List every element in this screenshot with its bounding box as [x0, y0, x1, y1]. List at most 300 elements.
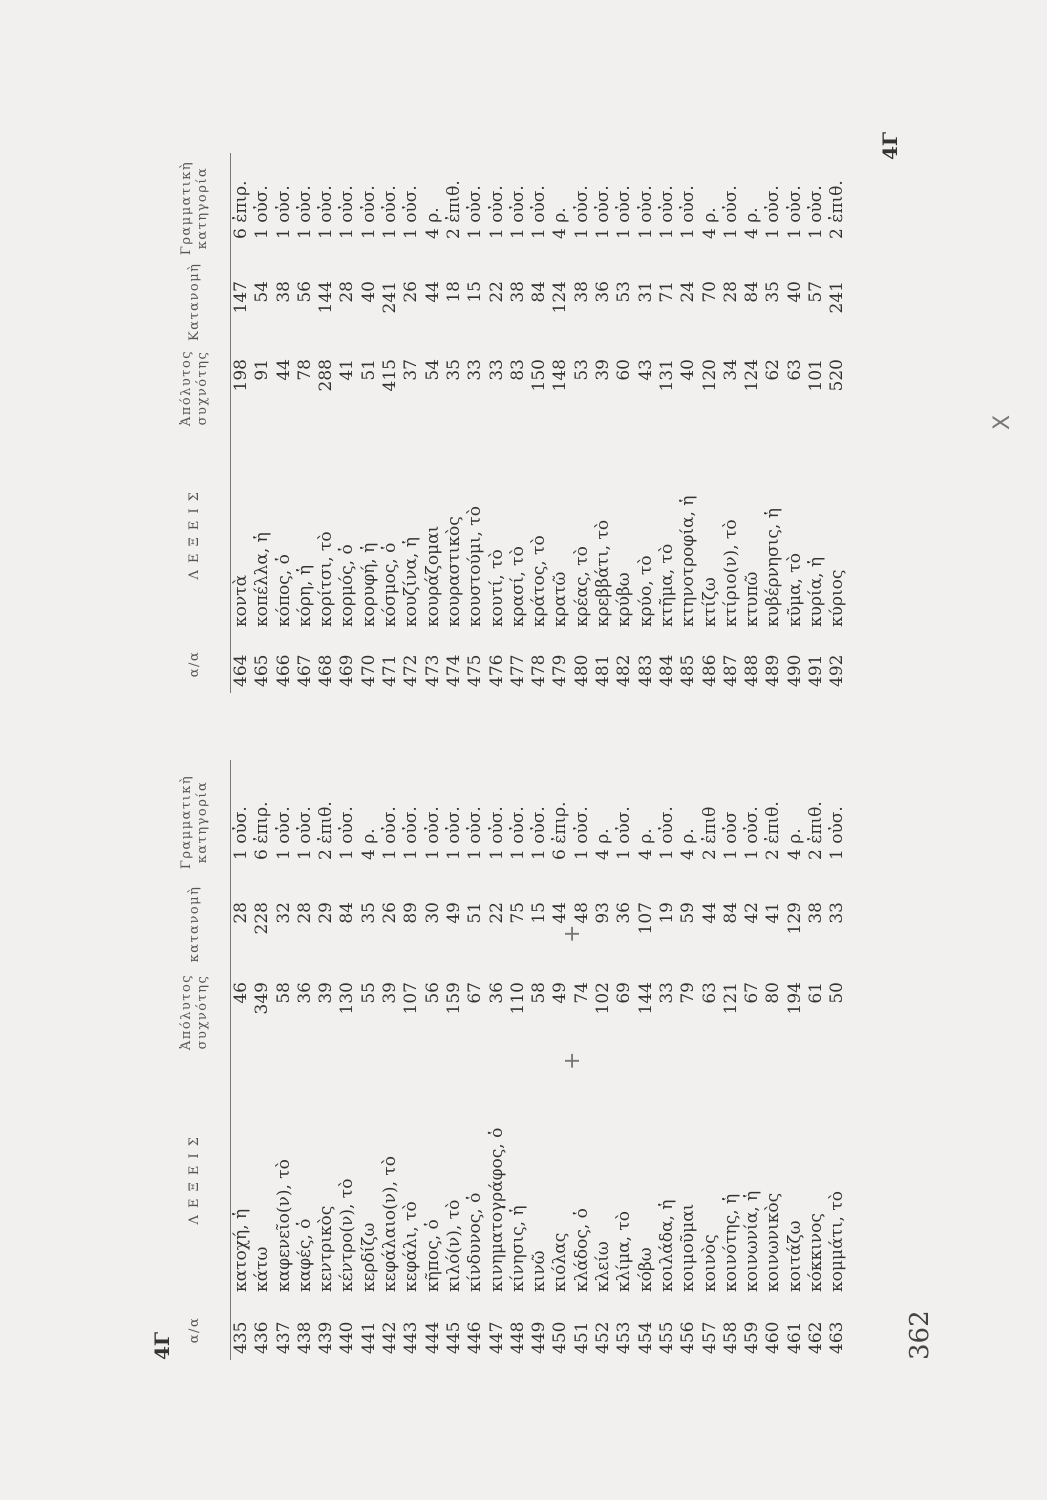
row-category: 1 οὐσ. [529, 806, 550, 860]
row-frequency: 194 [784, 982, 805, 1015]
row-frequency: 40 [678, 359, 699, 381]
row-frequency: 83 [507, 359, 528, 381]
row-index: 469 [337, 654, 358, 687]
table-row [444, 760, 465, 1360]
row-index: 492 [827, 654, 848, 687]
row-category: 4 ρ. [550, 207, 571, 239]
row-distribution: 41 [763, 902, 784, 924]
row-distribution: 129 [784, 902, 805, 935]
row-frequency: 102 [593, 982, 614, 1015]
row-category: 1 οὐσ. [401, 185, 422, 239]
table-row [337, 153, 358, 693]
table-row [721, 153, 742, 693]
row-distribution: 38 [571, 281, 592, 303]
table-row [593, 153, 614, 693]
row-word: κόβω [635, 1247, 656, 1292]
row-distribution: 49 [443, 902, 464, 924]
row-frequency: 62 [763, 359, 784, 381]
row-category: 2 ἐπιθ. [827, 180, 848, 239]
row-frequency: 67 [465, 982, 486, 1004]
table-row [636, 153, 657, 693]
table-row [380, 153, 401, 693]
row-frequency: 159 [443, 982, 464, 1015]
row-word: κρύβω [614, 572, 635, 627]
header-frequency: Ἀπόλυτος συχνότης [160, 341, 231, 435]
row-word: κουστούμι, τὸ [465, 506, 486, 627]
row-distribution: 228 [252, 902, 273, 935]
row-category: 1 οὐσ. [507, 806, 528, 860]
row-distribution: 89 [401, 902, 422, 924]
table-row [742, 153, 763, 693]
row-category: 1 οὐσ. [316, 185, 337, 239]
row-word: κοιλάδα, ἡ [656, 1199, 677, 1292]
row-word: κομμάτι, τὸ [827, 1191, 848, 1292]
row-frequency: 36 [294, 982, 315, 1004]
row-frequency: 33 [486, 359, 507, 381]
row-frequency: 130 [337, 982, 358, 1015]
row-word: κίνησις, ἡ [507, 1205, 528, 1292]
row-category: 1 οὐσ. [720, 185, 741, 239]
row-category: 1 οὐσ. [273, 185, 294, 239]
row-distribution: 71 [656, 281, 677, 303]
table-row [614, 760, 635, 1360]
header-index: α/α [160, 635, 231, 693]
row-index: 459 [742, 1321, 763, 1354]
right-table-block [160, 153, 849, 693]
table-row [295, 760, 316, 1360]
table-row [359, 760, 380, 1360]
row-word: κτίζω [699, 577, 720, 627]
row-distribution: 40 [358, 281, 379, 303]
row-category: 1 οὐσ. [337, 185, 358, 239]
table-row [827, 760, 848, 1360]
table-row [295, 153, 316, 693]
row-frequency: 78 [294, 359, 315, 381]
table-row [252, 153, 273, 693]
row-index: 458 [720, 1321, 741, 1354]
row-word: κινῶ [529, 1250, 550, 1292]
row-frequency: 107 [401, 982, 422, 1015]
row-distribution: 28 [337, 281, 358, 303]
row-word: κόπος, ὁ [273, 554, 294, 627]
row-category: 6 ἐπιρ. [231, 180, 251, 239]
table-row [678, 153, 699, 693]
row-frequency: 50 [827, 982, 848, 1004]
row-word: κίνδυνος, ὁ [465, 1192, 486, 1292]
row-frequency: 131 [656, 359, 677, 392]
row-word: κρασί, τὸ [507, 546, 528, 627]
row-word: κουτί, τὸ [486, 549, 507, 627]
header-category: Γραμματικὴ κατηγορία [160, 153, 231, 263]
table-row [550, 153, 571, 693]
row-index: 455 [656, 1321, 677, 1354]
row-distribution: 84 [742, 281, 763, 303]
row-word: κεντρικὸς [316, 1205, 337, 1292]
row-frequency: 69 [614, 982, 635, 1004]
table-row [487, 153, 508, 693]
header-words: Λ Ε Ξ Ε Ι Σ [160, 1060, 231, 1300]
header-distribution: Κατανομὴ [160, 263, 231, 341]
row-distribution: 19 [656, 902, 677, 924]
row-distribution: 29 [316, 902, 337, 924]
table-row [508, 760, 529, 1360]
row-category: 1 οὐσ. [337, 806, 358, 860]
row-distribution: 124 [550, 281, 571, 314]
row-word: κτῆμα, τὸ [656, 543, 677, 627]
row-category: 4 ρ. [635, 828, 656, 860]
row-distribution: 241 [380, 281, 401, 314]
row-distribution: 54 [252, 281, 273, 303]
table-row [508, 153, 529, 693]
row-distribution: 48 [571, 902, 592, 924]
row-index: 486 [699, 654, 720, 687]
row-category: 1 οὐσ. [231, 806, 251, 860]
row-category: 1 οὐσ. [294, 806, 315, 860]
table-row [572, 153, 593, 693]
row-category: 1 οὐσ. [678, 185, 699, 239]
row-category: 1 οὐσ. [656, 185, 677, 239]
row-distribution: 144 [316, 281, 337, 314]
table-row [763, 153, 784, 693]
table-row [742, 760, 763, 1360]
row-frequency: 58 [273, 982, 294, 1004]
row-word: κόκκινος [806, 1213, 827, 1292]
row-word: κτηνοτροφία, ἡ [678, 495, 699, 627]
table-row [593, 760, 614, 1360]
row-distribution: 31 [635, 281, 656, 303]
left-frequency-table [160, 760, 849, 1360]
row-word: κινηματογράφος, ὁ [486, 1127, 507, 1292]
table-row [316, 153, 337, 693]
row-category: 1 οὐσ. [529, 185, 550, 239]
row-category: 1 οὐσ. [763, 185, 784, 239]
section-tag-left: 4Γ [150, 1331, 174, 1360]
row-word: κόρη, ἡ [294, 564, 315, 627]
table-row [231, 153, 253, 693]
row-frequency: 91 [252, 359, 273, 381]
table-row [465, 760, 486, 1360]
row-frequency: 144 [635, 982, 656, 1015]
row-word: κάτω [252, 1246, 273, 1292]
row-frequency: 58 [529, 982, 550, 1004]
table-row [806, 760, 827, 1360]
row-distribution: 22 [486, 902, 507, 924]
row-category: 2 ἐπιθ [699, 806, 720, 860]
row-word: κύριος [827, 569, 848, 627]
right-table-body [231, 153, 849, 693]
row-index: 471 [380, 654, 401, 687]
row-frequency: 198 [231, 359, 251, 392]
row-category: 4 ρ. [699, 207, 720, 239]
row-distribution: 84 [337, 902, 358, 924]
row-frequency: 520 [827, 359, 848, 392]
row-word: κλάδος, ὁ [571, 1208, 592, 1292]
row-distribution: 59 [678, 902, 699, 924]
table-row [380, 760, 401, 1360]
table-row [401, 760, 422, 1360]
row-distribution: 93 [593, 902, 614, 924]
row-frequency: 101 [806, 359, 827, 392]
row-frequency: 80 [763, 982, 784, 1004]
row-category: 1 οὐσ. [593, 185, 614, 239]
row-distribution: 84 [529, 281, 550, 303]
row-category: 1 οὐσ. [507, 185, 528, 239]
right-header-row [160, 153, 231, 693]
row-word: κρεββάτι, τὸ [593, 519, 614, 627]
row-word: κεφάλαιο(ν), τὸ [380, 1155, 401, 1292]
row-category: 4 ρ. [784, 828, 805, 860]
row-distribution: 22 [486, 281, 507, 303]
row-distribution: 56 [294, 281, 315, 303]
table-row [529, 153, 550, 693]
row-index: 456 [678, 1321, 699, 1354]
row-frequency: 43 [635, 359, 656, 381]
table-row [465, 153, 486, 693]
row-word: κρέας, τὸ [571, 546, 592, 627]
row-word: κοινὸς [699, 1234, 720, 1292]
row-word: κλίμα, τὸ [614, 1210, 635, 1292]
row-index: 436 [252, 1321, 273, 1354]
row-index: 461 [784, 1321, 805, 1354]
row-word: κῆπος, ὁ [422, 1219, 443, 1292]
row-category: 1 οὐσ. [273, 806, 294, 860]
row-frequency: 36 [486, 982, 507, 1004]
table-row [785, 760, 806, 1360]
row-word: κατοχή, ἡ [231, 1208, 251, 1292]
row-word: καφές, ὁ [294, 1218, 315, 1292]
row-distribution: 15 [529, 902, 550, 924]
row-frequency: 110 [507, 982, 528, 1015]
row-distribution: 24 [678, 281, 699, 303]
row-frequency: 74 [571, 982, 592, 1004]
row-frequency: 63 [784, 359, 805, 381]
row-distribution: 147 [231, 281, 251, 314]
row-category: 2 ἐπιθ. [763, 801, 784, 860]
table-row [806, 153, 827, 693]
table-row [337, 760, 358, 1360]
row-index: 489 [763, 654, 784, 687]
row-frequency: 37 [401, 359, 422, 381]
row-index: 464 [231, 654, 251, 687]
row-word: κερδίζω [358, 1222, 379, 1292]
table-row [636, 760, 657, 1360]
row-index: 478 [529, 654, 550, 687]
row-index: 443 [401, 1321, 422, 1354]
row-word: κυβέρνησις, ἡ [763, 508, 784, 627]
row-index: 453 [614, 1321, 635, 1354]
row-distribution: 241 [827, 281, 848, 314]
table-row [316, 760, 337, 1360]
row-frequency: 120 [699, 359, 720, 392]
left-table-body [231, 760, 849, 1360]
row-category: 1 οὐσ. [784, 185, 805, 239]
row-category: 1 οὐσ. [380, 806, 401, 860]
row-frequency: 121 [720, 982, 741, 1015]
row-category: 1 οὐσ. [486, 806, 507, 860]
row-distribution: 44 [422, 281, 443, 303]
row-index: 482 [614, 654, 635, 687]
row-distribution: 51 [465, 902, 486, 924]
row-index: 472 [401, 654, 422, 687]
row-category: 1 οὐσ. [571, 806, 592, 860]
row-category: 6 ἐπιρ. [550, 801, 571, 860]
left-header-row [160, 760, 231, 1360]
row-word: κυρία, ἡ [806, 556, 827, 627]
row-index: 466 [273, 654, 294, 687]
row-word: κεφάλι, τὸ [401, 1201, 422, 1292]
row-distribution: 70 [699, 281, 720, 303]
row-word: κοντὰ [231, 574, 251, 627]
row-frequency: 34 [720, 359, 741, 381]
row-word: κόσμος, ὁ [380, 542, 401, 627]
row-category: 4 ρ. [593, 828, 614, 860]
row-frequency: 61 [806, 982, 827, 1004]
row-index: 442 [380, 1321, 401, 1354]
row-index: 446 [465, 1321, 486, 1354]
row-index: 465 [252, 654, 273, 687]
row-distribution: 75 [507, 902, 528, 924]
header-distribution: κατανομὴ [160, 884, 231, 964]
right-frequency-table [160, 153, 849, 693]
row-frequency: 79 [678, 982, 699, 1004]
row-distribution: 38 [273, 281, 294, 303]
row-word: κοινότης, ἡ [720, 1193, 741, 1292]
row-frequency: 33 [656, 982, 677, 1004]
row-category: 1 οὐσ. [252, 185, 273, 239]
row-distribution: 36 [614, 902, 635, 924]
table-row [252, 760, 273, 1360]
row-frequency: 51 [358, 359, 379, 381]
table-row [721, 760, 742, 1360]
row-distribution: 15 [465, 281, 486, 303]
row-distribution: 28 [294, 902, 315, 924]
row-category: 4 ρ. [678, 828, 699, 860]
row-category: 1 οὐσ. [806, 185, 827, 239]
table-row [423, 760, 444, 1360]
row-frequency: 54 [422, 359, 443, 381]
row-word: κοινωνία, ἡ [742, 1190, 763, 1292]
row-word: κιόλας [550, 1232, 571, 1292]
row-category: 2 ἐπιθ. [806, 801, 827, 860]
row-index: 451 [571, 1321, 592, 1354]
row-index: 485 [678, 654, 699, 687]
row-frequency: 33 [465, 359, 486, 381]
page-number: 362 [905, 1310, 935, 1360]
row-index: 439 [316, 1321, 337, 1354]
left-table-block [160, 760, 849, 1360]
row-frequency: 124 [742, 359, 763, 392]
header-index: α/α [160, 1300, 231, 1360]
row-index: 448 [507, 1321, 528, 1354]
row-index: 481 [593, 654, 614, 687]
table-row [274, 760, 295, 1360]
row-category: 2 ἐπιθ. [316, 801, 337, 860]
row-frequency: 46 [231, 982, 251, 1004]
row-index: 490 [784, 654, 805, 687]
row-category: 1 οὐσ. [827, 806, 848, 860]
row-index: 452 [593, 1321, 614, 1354]
row-distribution: 57 [806, 281, 827, 303]
row-frequency: 39 [316, 982, 337, 1004]
plus-mark: + [560, 924, 585, 943]
row-frequency: 415 [380, 359, 401, 392]
row-index: 488 [742, 654, 763, 687]
row-index: 450 [550, 1321, 571, 1354]
row-distribution: 26 [401, 281, 422, 303]
row-index: 475 [465, 654, 486, 687]
row-index: 454 [635, 1321, 656, 1354]
row-index: 444 [422, 1321, 443, 1354]
row-index: 462 [806, 1321, 827, 1354]
table-row [657, 760, 678, 1360]
row-distribution: 44 [699, 902, 720, 924]
row-index: 438 [294, 1321, 315, 1354]
row-index: 491 [806, 654, 827, 687]
row-category: 1 οὐσ. [614, 806, 635, 860]
table-row [700, 760, 721, 1360]
row-distribution: 33 [827, 902, 848, 924]
row-distribution: 32 [273, 902, 294, 924]
row-category: 1 οὐσ. [742, 806, 763, 860]
row-word: κοιτάζω [784, 1220, 805, 1292]
row-distribution: 38 [806, 902, 827, 924]
table-row [763, 760, 784, 1360]
row-frequency: 35 [443, 359, 464, 381]
row-word: κορμός, ὁ [337, 544, 358, 627]
row-distribution: 42 [742, 902, 763, 924]
row-frequency: 55 [358, 982, 379, 1004]
row-frequency: 148 [550, 359, 571, 392]
row-distribution: 35 [358, 902, 379, 924]
row-index: 467 [294, 654, 315, 687]
row-frequency: 60 [614, 359, 635, 381]
table-row [231, 760, 253, 1360]
row-category: 4 ρ. [422, 207, 443, 239]
row-distribution: 53 [614, 281, 635, 303]
row-distribution: 84 [720, 902, 741, 924]
row-word: κοπέλλα, ἡ [252, 532, 273, 627]
row-index: 435 [231, 1321, 251, 1354]
row-index: 470 [358, 654, 379, 687]
row-word: κρύο, τὸ [635, 555, 656, 627]
row-word: κράτος, τὸ [529, 535, 550, 627]
row-index: 460 [763, 1321, 784, 1354]
table-row [423, 153, 444, 693]
row-index: 437 [273, 1321, 294, 1354]
row-word: κορίτσι, τὸ [316, 531, 337, 627]
row-word: κοιμοῦμαι [678, 1203, 699, 1292]
row-index: 476 [486, 654, 507, 687]
plus-mark: + [560, 1051, 585, 1070]
row-frequency: 288 [316, 359, 337, 392]
row-word: καφενεῖο(ν), τὸ [273, 1159, 294, 1292]
row-distribution: 107 [635, 902, 656, 935]
row-index: 447 [486, 1321, 507, 1354]
row-frequency: 349 [252, 982, 273, 1015]
row-word: κέντρο(ν), τὸ [337, 1178, 358, 1292]
row-frequency: 41 [337, 359, 358, 381]
table-row [529, 760, 550, 1360]
row-index: 477 [507, 654, 528, 687]
section-tag-right: 4Γ [878, 131, 902, 160]
row-category: 1 οὐσ. [358, 185, 379, 239]
row-category: 1 οὐσ. [294, 185, 315, 239]
row-distribution: 28 [720, 281, 741, 303]
row-category: 1 οὐσ. [656, 806, 677, 860]
row-index: 487 [720, 654, 741, 687]
row-distribution: 40 [784, 281, 805, 303]
row-frequency: 150 [529, 359, 550, 392]
